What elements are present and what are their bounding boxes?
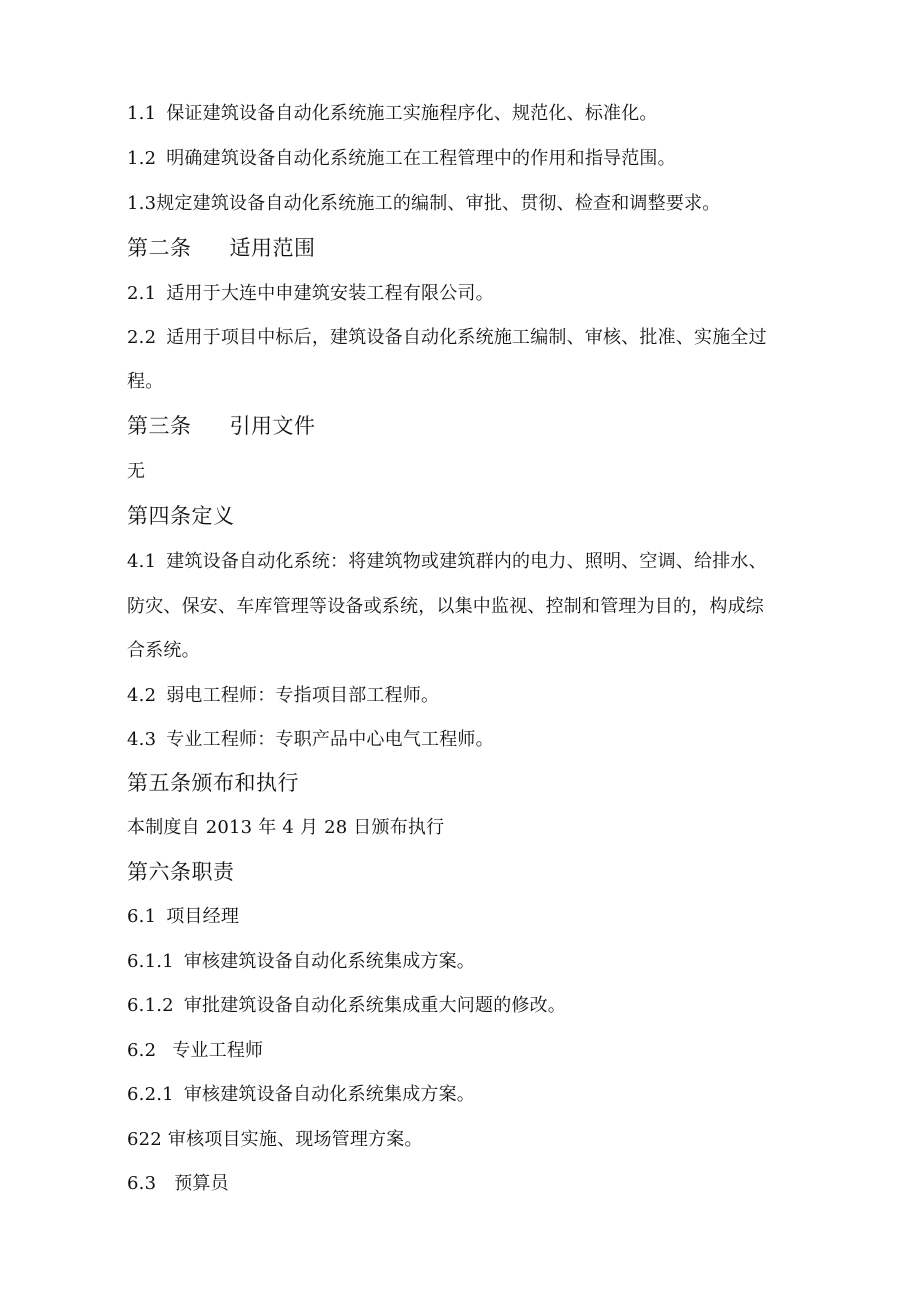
section-title: 第五条颁布和执行 — [127, 771, 299, 795]
clause-number: 6.2 — [127, 1040, 157, 1061]
clause-text: 保证建筑设备自动化系统施工实施程序化、规范化、标准化。 — [166, 103, 658, 124]
section-heading-4 — [127, 503, 235, 529]
clause-number: 6.3 — [127, 1173, 157, 1194]
clause-2-1 — [127, 282, 494, 306]
clause-6-1-1 — [127, 950, 475, 974]
clause-number: 4.1 — [127, 551, 157, 572]
clause-2-2-continued — [127, 370, 163, 394]
clause-number: 1.1 — [127, 103, 157, 124]
section-title: 第六条职责 — [127, 860, 235, 884]
clause-number: 1.2 — [127, 148, 157, 169]
clause-text: 合系统。 — [127, 640, 200, 661]
clause-text: 622 审核项目实施、现场管理方案。 — [127, 1129, 423, 1150]
clause-text: 专业工程师：专职产品中心电气工程师。 — [166, 729, 494, 750]
section-number: 第三条 — [127, 414, 192, 438]
section-heading-5 — [127, 770, 299, 796]
clause-1-1 — [127, 102, 658, 126]
clause-text: 项目经理 — [166, 906, 240, 927]
section-title: 引用文件 — [229, 414, 316, 438]
clause-4-1-continued-2 — [127, 639, 200, 663]
clause-number: 6.1 — [127, 906, 157, 927]
section-title: 第四条定义 — [127, 504, 235, 528]
body-text: 无 — [127, 461, 146, 482]
clause-6-2 — [127, 1039, 263, 1063]
clause-6-3 — [127, 1172, 229, 1196]
clause-number: 2.1 — [127, 283, 157, 304]
clause-text: 审核建筑设备自动化系统集成方案。 — [183, 1084, 476, 1105]
clause-6-1 — [127, 905, 239, 929]
section-heading-3 — [127, 413, 316, 439]
clause-6-2-2 — [127, 1128, 423, 1152]
section-5-body — [127, 816, 444, 840]
clause-4-2 — [127, 684, 439, 708]
clause-4-3 — [127, 728, 494, 752]
clause-text: 1.3规定建筑设备自动化系统施工的编制、审批、贯彻、检查和调整要求。 — [127, 193, 721, 214]
clause-text: 审批建筑设备自动化系统集成重大问题的修改。 — [183, 995, 567, 1016]
clause-text: 程。 — [127, 371, 164, 392]
clause-number: 4.3 — [127, 729, 157, 750]
clause-1-3 — [127, 192, 720, 216]
clause-text: 专业工程师 — [172, 1040, 264, 1061]
clause-text: 弱电工程师：专指项目部工程师。 — [166, 685, 440, 706]
clause-text: 防灾、保安、车库管理等设备或系统，以集中监视、控制和管理为目的，构成综 — [127, 596, 764, 617]
clause-4-1-continued — [127, 595, 764, 619]
clause-text: 适用于项目中标后，建筑设备自动化系统施工编制、审核、批准、实施全过 — [166, 327, 767, 348]
clause-number: 6.2.1 — [127, 1084, 174, 1105]
clause-number: 4.2 — [127, 685, 157, 706]
section-title: 适用范围 — [229, 236, 316, 260]
clause-text: 审核建筑设备自动化系统集成方案。 — [183, 951, 476, 972]
clause-number: 6.1.1 — [127, 951, 174, 972]
clause-text: 明确建筑设备自动化系统施工在工程管理中的作用和指导范围。 — [166, 148, 676, 169]
clause-1-2 — [127, 147, 676, 171]
section-heading-2 — [127, 235, 316, 261]
section-heading-6 — [127, 859, 235, 885]
clause-text: 建筑设备自动化系统：将建筑物或建筑群内的电力、照明、空调、给排水、 — [166, 551, 767, 572]
clause-number: 6.1.2 — [127, 995, 174, 1016]
clause-number: 2.2 — [127, 327, 157, 348]
body-text: 本制度自 2013 年 4 月 28 日颁布执行 — [127, 817, 445, 838]
clause-6-1-2 — [127, 994, 566, 1018]
clause-2-2 — [127, 326, 767, 350]
clause-text: 适用于大连中申建筑安装工程有限公司。 — [166, 283, 494, 304]
clause-text: 预算员 — [174, 1173, 229, 1194]
clause-4-1 — [127, 550, 767, 574]
clause-6-2-1 — [127, 1083, 475, 1107]
section-3-body — [127, 460, 145, 484]
section-number: 第二条 — [127, 236, 192, 260]
